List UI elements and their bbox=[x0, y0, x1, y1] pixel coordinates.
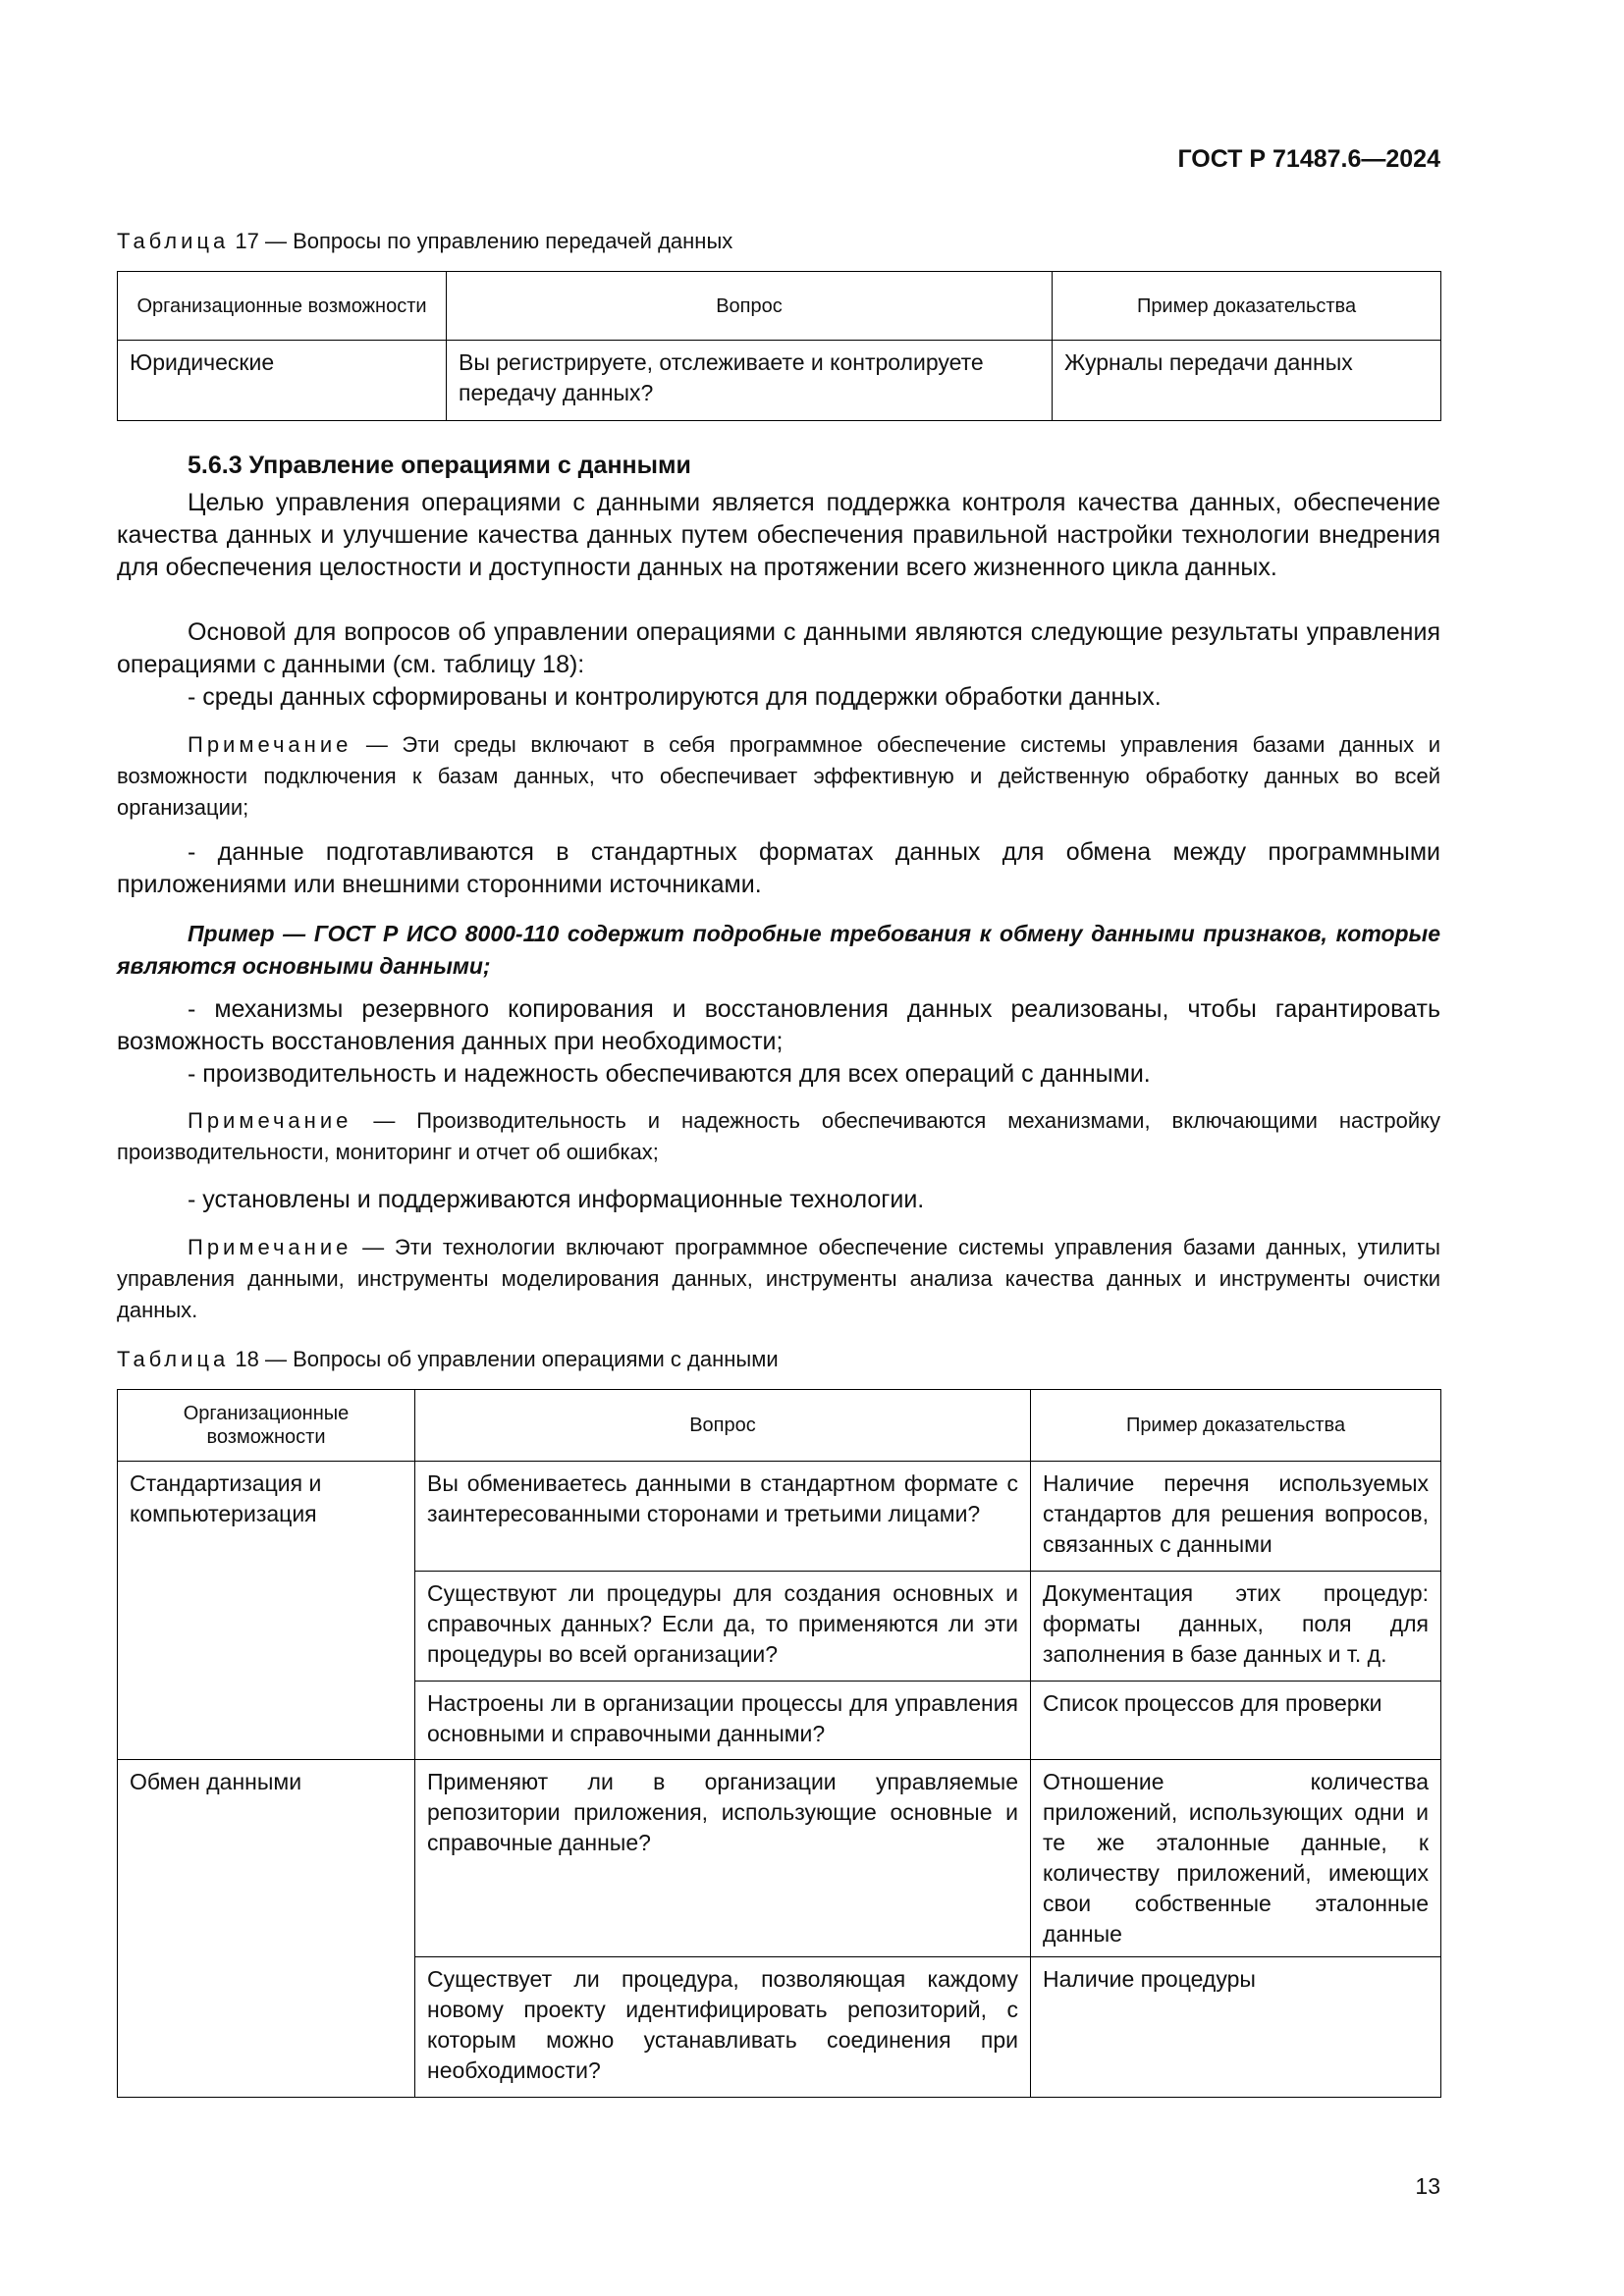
paragraph-basis bbox=[117, 616, 1440, 681]
table-cell: Юридические bbox=[118, 341, 447, 421]
bullet-text: - среды данных сформированы и контролируются для поддержки обработки данных. bbox=[188, 683, 1162, 711]
table18-caption-text: 18 — Вопросы об управлении операциями с данными bbox=[235, 1347, 779, 1371]
table17-header-evidence: Пример доказательства bbox=[1053, 272, 1441, 341]
document-code: ГОСТ Р 71487.6—2024 bbox=[1177, 145, 1440, 173]
table17-header-capabilities: Организационные возможности bbox=[118, 272, 447, 341]
note-3 bbox=[117, 1232, 1440, 1326]
table-cell: Существуют ли процедуры для создания основных и справочных данных? Если да, то применяются ли эти процедуры во всей организации? bbox=[415, 1572, 1031, 1682]
table-cell: Наличие перечня используемых стандартов для решения вопросов, связанных с данными bbox=[1031, 1462, 1441, 1572]
note-text: — Эти среды включают в себя программное обеспечение системы управления базами данных и возможности подключения к базам данных, что обеспечивает эффективную и действенную обработку данных во всей организации; bbox=[117, 732, 1440, 820]
table-cell: Настроены ли в организации процессы для управления основными и справочными данными? bbox=[415, 1682, 1031, 1760]
table-cell: Существует ли процедура, позволяющая каждому новому проекту идентифицировать репозиторий, с которым можно устанавливать соединения при необходимости? bbox=[415, 1957, 1031, 2098]
bullet-text: - производительность и надежность обеспечиваются для всех операций с данными. bbox=[188, 1060, 1151, 1088]
note-text: — Эти технологии включают программное обеспечение системы управления базами данных, утилиты управления данными, инструменты моделирования данных, инструменты анализа качества данных и инструменты очистки данных. bbox=[117, 1235, 1440, 1322]
table-row bbox=[118, 1760, 1441, 1957]
page-number: 13 bbox=[1415, 2173, 1440, 2199]
paragraph-text: Целью управления операциями с данными является поддержка контроля качества данных, обеспечение качества данных и улучшение качества данных путем обеспечения правильной настройки технологии внедрения для обеспечения целостности и доступности данных на протяжении всего жизненного цикла данных. bbox=[117, 489, 1440, 581]
bullet-item bbox=[117, 1184, 1440, 1216]
paragraph-goal bbox=[117, 487, 1440, 584]
table17-caption-text: 17 — Вопросы по управлению передачей данных bbox=[235, 229, 733, 253]
bullet-item bbox=[117, 993, 1440, 1058]
bullet-text: - установлены и поддерживаются информационные технологии. bbox=[188, 1186, 925, 1213]
table-row bbox=[118, 1462, 1441, 1572]
table-cell: Вы обмениваетесь данными в стандартном формате с заинтересованными сторонами и третьими лицами? bbox=[415, 1462, 1031, 1572]
note-2 bbox=[117, 1105, 1440, 1168]
note-label: Примечание bbox=[188, 1108, 352, 1133]
bullet-text: - механизмы резервного копирования и восстановления данных реализованы, чтобы гарантировать возможность восстановления данных при необходимости; bbox=[117, 995, 1440, 1055]
table-cell: Список процессов для проверки bbox=[1031, 1682, 1441, 1760]
paragraph-text: Основой для вопросов об управлении операциями с данными являются следующие результаты управления операциями с данными (см. таблицу 18): bbox=[117, 618, 1440, 678]
table-cell: Применяют ли в организации управляемые репозитории приложения, использующие основные и справочные данные? bbox=[415, 1760, 1031, 1957]
example-content: Пример — ГОСТ Р ИСО 8000-110 содержит подробные требования к обмену данными признаков, которые являются основными данными; bbox=[117, 921, 1440, 979]
table-cell: Документация этих процедур: форматы данных, поля для заполнения в базе данных и т. д. bbox=[1031, 1572, 1441, 1682]
note-label: Примечание bbox=[188, 1235, 352, 1259]
bullet-item bbox=[117, 1058, 1440, 1091]
table-group-label: Обмен данными bbox=[118, 1760, 415, 2098]
bullet-text: - данные подготавливаются в стандартных форматах данных для обмена между программными приложениями или внешними сторонними источниками. bbox=[117, 838, 1440, 898]
table-cell: Отношение количества приложений, использующих одни и те же эталонные данные, к количеству приложений, имеющих свои собственные эталонные данные bbox=[1031, 1760, 1441, 1957]
table-cell: Вы регистрируете, отслеживаете и контролируете передачу данных? bbox=[447, 341, 1053, 421]
bullet-item bbox=[117, 836, 1440, 901]
table18-header-question: Вопрос bbox=[415, 1390, 1031, 1462]
note-1 bbox=[117, 729, 1440, 824]
table-group-label: Стандартизация и компьютеризация bbox=[118, 1462, 415, 1760]
table17-caption bbox=[117, 229, 732, 254]
table18-caption bbox=[117, 1347, 779, 1372]
table18-caption-word: Таблица bbox=[117, 1347, 230, 1371]
note-label: Примечание bbox=[188, 732, 352, 757]
section-title: 5.6.3 Управление операциями с данными bbox=[188, 452, 691, 479]
table17 bbox=[117, 271, 1441, 421]
table-cell: Наличие процедуры bbox=[1031, 1957, 1441, 2098]
table17-caption-word: Таблица bbox=[117, 229, 230, 253]
example-text bbox=[117, 918, 1440, 983]
table18-header-evidence: Пример доказательства bbox=[1031, 1390, 1441, 1462]
table-row bbox=[118, 341, 1441, 421]
note-text: — Производительность и надежность обеспечиваются механизмами, включающими настройку производительности, мониторинг и отчет об ошибках; bbox=[117, 1108, 1440, 1164]
table18-header-capabilities: Организационные возможности bbox=[118, 1390, 415, 1462]
table-cell: Журналы передачи данных bbox=[1053, 341, 1441, 421]
bullet-item bbox=[117, 681, 1440, 714]
table18 bbox=[117, 1389, 1441, 2098]
table17-header-question: Вопрос bbox=[447, 272, 1053, 341]
